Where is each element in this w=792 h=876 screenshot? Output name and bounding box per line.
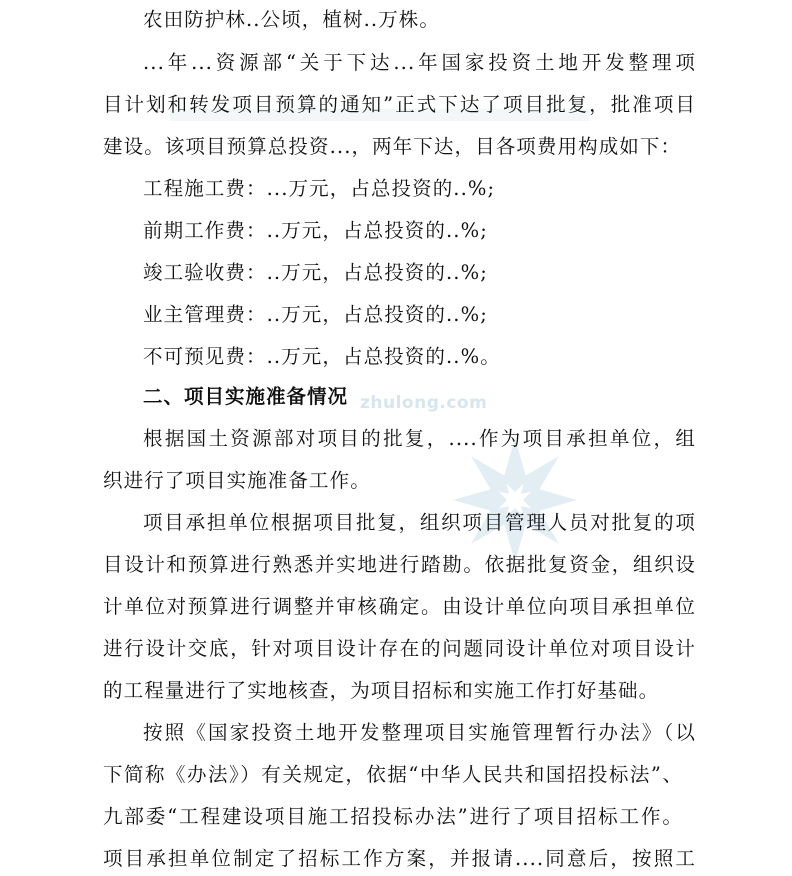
list-item: 竣工验收费：..万元，占总投资的..%;	[143, 261, 488, 284]
list-item: 前期工作费：..万元，占总投资的..%;	[143, 219, 488, 242]
section-heading: 二、项目实施准备情况	[143, 385, 349, 408]
paragraph-line: 项目承担单位根据项目批复，组织项目管理人员对批复的项	[143, 511, 696, 534]
paragraph-line: 目设计和预算进行熟悉并实地进行踏勘。依据批复资金，组织设	[103, 553, 696, 576]
paragraph-line: 建设。该项目预算总投资...，两年下达，目各项费用构成如下：	[103, 135, 682, 158]
paragraph-line: 目计划和转发项目预算的通知”正式下达了项目批复，批准项目	[103, 93, 696, 116]
list-item: 业主管理费：..万元，占总投资的..%;	[143, 303, 488, 326]
paragraph-line: 根据国土资源部对项目的批复，....作为项目承担单位，组	[143, 427, 696, 450]
watermark-text: zhulong.com	[360, 393, 488, 413]
paragraph-line: 九部委“工程建设项目施工招投标办法”进行了项目招标工作。	[103, 805, 683, 828]
paragraph-line: ...年...资源部“关于下达...年国家投资土地开发整理项	[143, 51, 696, 74]
paragraph-line: 农田防护林..公顷，植树..万株。	[143, 8, 440, 31]
paragraph-line: 织进行了项目实施准备工作。	[103, 469, 371, 492]
paragraph-line: 项目承担单位制定了招标工作方案，并报请....同意后，按照工	[103, 847, 696, 870]
list-item: 不可预见费：..万元，占总投资的..%。	[143, 345, 501, 368]
paragraph-line: 进行设计交底，针对项目设计存在的问题同设计单位对项目设计	[103, 637, 696, 660]
paragraph-line: 按照《国家投资土地开发整理项目实施管理暂行办法》（以	[143, 721, 696, 744]
paragraph-line: 下简称《办法》）有关规定，依据“中华人民共和国招投标法”、	[103, 763, 683, 786]
paragraph-line: 计单位对预算进行调整并审核确定。由设计单位向项目承担单位	[103, 595, 696, 618]
paragraph-line: 的工程量进行了实地核查，为项目招标和实施工作打好基础。	[103, 679, 660, 702]
list-item: 工程施工费：...万元，占总投资的..%;	[143, 177, 496, 200]
